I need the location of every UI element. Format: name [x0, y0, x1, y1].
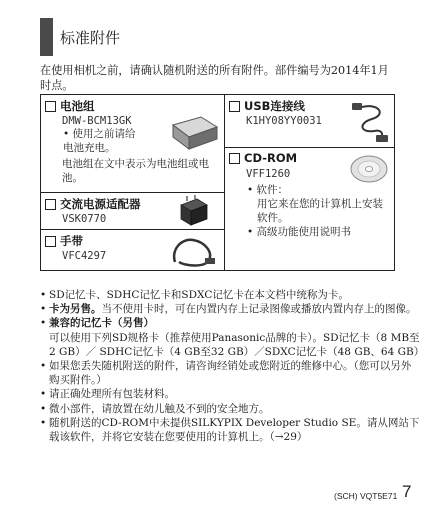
- item-hand-strap: [40, 229, 225, 271]
- section-title: 标准附件: [60, 29, 121, 47]
- battery-image: [167, 115, 219, 151]
- ac-adaptor-image: [177, 195, 211, 228]
- note-bold: 兼容的记忆卡（另售）: [49, 317, 154, 330]
- note-item: • 请正确处理所有包装材料。: [40, 388, 175, 401]
- item-battery: [40, 94, 225, 193]
- section-header: [40, 18, 420, 56]
- checkbox[interactable]: [229, 101, 240, 112]
- hand-strap-image: [169, 232, 219, 270]
- document-code: (SCH) VQT5E71: [334, 491, 398, 501]
- item-ac-adaptor: [40, 192, 225, 230]
- notes-list: [40, 288, 425, 444]
- checkbox[interactable]: [229, 153, 240, 164]
- item-name: 手带: [60, 234, 83, 248]
- item-description: 电池组在文中表示为电池组或电池。: [62, 158, 209, 184]
- item-name: 电池组: [60, 99, 95, 113]
- usb-cable-image: [350, 99, 392, 145]
- checkbox[interactable]: [45, 199, 56, 210]
- note-bold: 卡为另售。: [49, 303, 102, 316]
- cd-bullet-manual: • 高级功能使用说明书: [247, 226, 352, 238]
- checkbox[interactable]: [45, 236, 56, 247]
- part-number: VSK0770: [62, 213, 107, 225]
- part-number: DMW-BCM13GK: [62, 115, 132, 127]
- item-usb-cable: [224, 94, 395, 148]
- part-number: VFC4297: [62, 250, 107, 262]
- item-name: CD-ROM: [244, 151, 298, 165]
- item-note: • 使用之前请给电池充电。: [63, 128, 136, 154]
- checkbox[interactable]: [45, 101, 56, 112]
- part-number: K1HY08YY0031: [246, 115, 322, 127]
- item-name: USB连接线: [244, 99, 305, 113]
- cd-disc-image: [349, 154, 389, 184]
- part-number: VFF1260: [246, 168, 291, 180]
- note-item: • 微小部件，请放置在幼儿触及不到的安全地方。: [40, 402, 270, 415]
- item-cd-rom: [224, 147, 395, 271]
- intro-text: 在使用相机之前，请确认随机附送的所有附件。部件编号为2014年1月时点。: [40, 64, 389, 92]
- cd-software-description: 用它来在您的计算机上安装软件。: [257, 198, 383, 224]
- page-number: 7: [402, 482, 412, 501]
- note-item: • 随机附送的CD-ROM中未提供SILKYPIX Developer Studio SE。请从网站下载该软件，并将它安装在您要使用的计算机上。（→29）: [40, 416, 420, 444]
- item-name: 交流电源适配器: [60, 197, 141, 211]
- note-item: • SD记忆卡、SDHC记忆卡和SDXC记忆卡在本文档中统称为卡。: [40, 289, 349, 301]
- cd-bullet-software: • 软件：: [247, 184, 289, 196]
- note-item: • 兼容的记忆卡（另售） 可以使用下列SD规格卡（推荐使用Panasonic品牌的卡）。SD记忆卡（8 MB至2 GB）／ SDHC记忆卡（4 GB至32 GB）／SDXC记忆卡（48 GB、64 GB）: [40, 317, 425, 358]
- note-item: • 如果您丢失随机附送的附件，请咨询经销处或您附近的维修中心。（您可以另外购买附件。）: [40, 360, 412, 387]
- header-tab-marker: [40, 18, 53, 56]
- note-item: • 卡为另售。当不使用卡时，可在内置内存上记录图像或播放内置内存上的图像。: [40, 303, 417, 316]
- accessories-grid: [40, 94, 395, 271]
